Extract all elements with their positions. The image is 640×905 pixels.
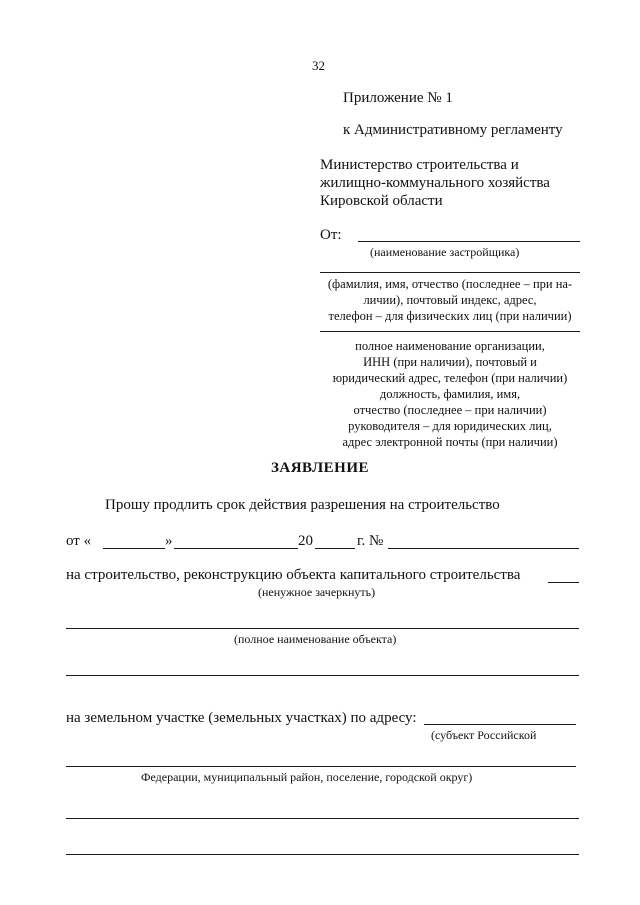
address-field-4[interactable] bbox=[66, 854, 579, 855]
hint-line: адрес электронной почты (при наличии) bbox=[342, 435, 558, 449]
object-name-field[interactable] bbox=[66, 628, 579, 629]
recipient-line: Министерство строительства и bbox=[320, 157, 519, 173]
object-type-field[interactable] bbox=[548, 582, 579, 583]
address-field-3[interactable] bbox=[66, 818, 579, 819]
organization-info-line[interactable] bbox=[320, 331, 580, 332]
subject-hint: (субъект Российской bbox=[431, 728, 537, 742]
statement-title: ЗАЯВЛЕНИЕ bbox=[270, 460, 370, 476]
hint-line: телефон – для физических лиц (при наличии) bbox=[328, 309, 572, 323]
appendix-subtitle: к Административному регламенту bbox=[343, 122, 563, 138]
strike-hint: (ненужное зачеркнуть) bbox=[258, 585, 376, 599]
date-month-field[interactable] bbox=[174, 548, 298, 549]
hint-line: должность, фамилия, имя, bbox=[379, 387, 521, 401]
developer-hint: (наименование застройщика) bbox=[370, 245, 520, 259]
date-year-field[interactable] bbox=[315, 548, 355, 549]
recipient-line: Кировской области bbox=[320, 193, 443, 209]
address-municipality-field[interactable] bbox=[66, 766, 576, 767]
hint-line: личии), почтовый индекс, адрес, bbox=[363, 293, 537, 307]
object-type-text: на строительство, реконструкцию объекта капитального строительства bbox=[66, 567, 521, 583]
hint-line: (фамилия, имя, отчество (последнее – при на- bbox=[327, 277, 573, 291]
hint-line: отчество (последнее – при наличии) bbox=[353, 403, 547, 417]
request-text: Прошу продлить срок действия разрешения на строительство bbox=[105, 497, 500, 513]
year-prefix: 20 bbox=[298, 533, 313, 549]
federation-hint: Федерации, муниципальный район, поселение, городской округ) bbox=[141, 770, 473, 784]
address-text: на земельном участке (земельных участках) по адресу: bbox=[66, 710, 417, 726]
date-mid: » bbox=[165, 533, 173, 549]
permit-number-field[interactable] bbox=[388, 548, 579, 549]
hint-line: ИНН (при наличии), почтовый и bbox=[363, 355, 537, 369]
from-label: От: bbox=[320, 227, 342, 243]
hint-line: полное наименование организации, bbox=[355, 339, 545, 353]
hint-line: руководителя – для юридических лиц, bbox=[348, 419, 552, 433]
developer-name-line[interactable] bbox=[358, 241, 580, 242]
date-day-field[interactable] bbox=[103, 548, 165, 549]
recipient-line: жилищно-коммунального хозяйства bbox=[320, 175, 550, 191]
appendix-title: Приложение № 1 bbox=[343, 90, 453, 106]
hint-line: юридический адрес, телефон (при наличии) bbox=[332, 371, 568, 385]
object-name-hint: (полное наименование объекта) bbox=[234, 632, 397, 646]
date-prefix: от « bbox=[66, 533, 92, 549]
individual-info-line[interactable] bbox=[320, 272, 580, 273]
individual-hint bbox=[315, 276, 585, 324]
organization-hint bbox=[305, 338, 595, 450]
object-name-field-2[interactable] bbox=[66, 675, 579, 676]
address-subject-field[interactable] bbox=[424, 724, 576, 725]
year-suffix: г. № bbox=[357, 533, 384, 549]
page-number: 32 bbox=[312, 58, 325, 73]
